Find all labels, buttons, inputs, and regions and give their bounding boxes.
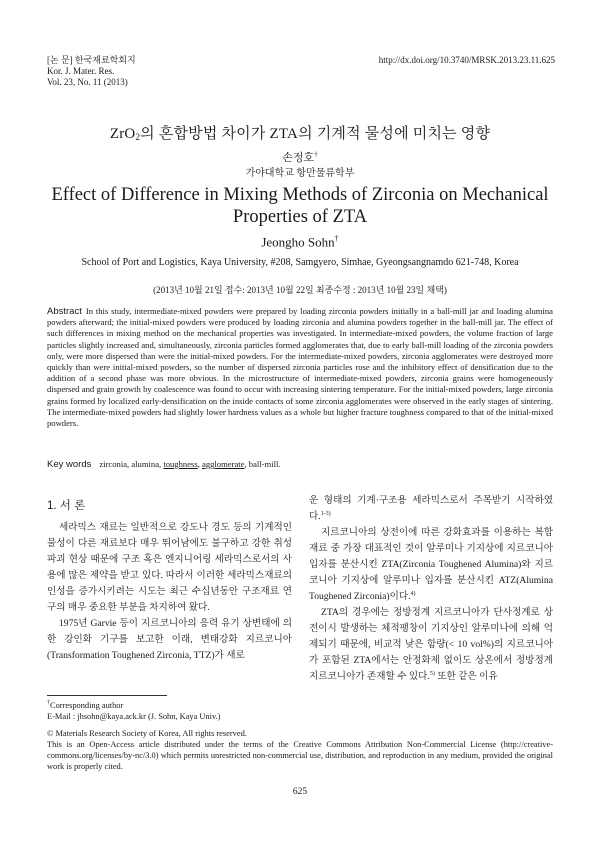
intro-paragraph-4-text: 지르코니아의 상전이에 따른 강화효과를 이용하는 복합재료 중 가장 대표적인 것이 알루미나 기지상에 지르코니아 입자를 분산시킨 ZTA(Zirconia Toughened Alumina)와 지르코니아 기지상에 알루미나 입자를 분산시킨 ATZ(Alumina Toughened Zirconia)이다. <box>309 527 553 602</box>
citation-ref: 1-3) <box>320 510 331 517</box>
korean-affiliation: 가야대학교 항만물류학부 <box>245 168 355 179</box>
english-author <box>0 234 600 250</box>
intro-paragraph-5-tail: 또한 같은 이유 <box>434 671 498 682</box>
korean-author <box>0 149 600 165</box>
keywords-label: Key words <box>47 459 92 470</box>
journal-name-korean: [논 문] 한국재료학회지 <box>47 55 136 65</box>
korean-author-mark: † <box>314 150 318 159</box>
intro-paragraph-5 <box>309 605 553 685</box>
section-heading-introduction: 1. 서 론 <box>47 500 86 512</box>
right-column <box>309 493 553 685</box>
intro-paragraph-2: 1975년 Garvie 등이 지르코니아의 응력 유기 상변태에 의한 강인화 기구를 보고한 이래, 변태강화 지르코니아(Transformation Toughened Zirconia, TTZ)가 새로 <box>47 618 292 661</box>
copyright-line: © Materials Research Society of Korea, All rights reserved. <box>47 729 247 738</box>
author-email: E-Mail : jhsohn@kaya.ack.kr (J. Sohn, Kaya Univ.) <box>47 712 221 721</box>
submission-dates: (2013년 10월 21일 접수: 2013년 10월 22일 최종수정 : 2013년 10월 23일 채택) <box>153 285 447 295</box>
intro-paragraph-3-text: 운 형태의 기계·구조용 세라믹스로서 주목받기 시작하였다. <box>309 495 553 522</box>
doi-link[interactable]: http://dx.doi.org/10.3740/MRSK.2013.23.11.625 <box>378 55 555 65</box>
footnote-divider <box>47 695 167 696</box>
keyword-list-1: zirconia, alumina, <box>99 459 162 469</box>
abstract-text: In this study, intermediate-mixed powders were prepared by loading zirconia powders initially in a ball-mill jar and loading alumina powders afterward; the initial-mixed powders were produced by loading zirconia and alumina powders together in the ball-mill jar. The effect of such differences in mixing method on the mechanical properties was investigated. In intermediate-mixed powders, the volume fraction of large particles slightly increased and, simultaneously, zirconia particles formed agglomerates that, due to early ball-mill loading of the zirconia powders only, were more dispersed than were the initial-mixed powders. For the intermediate-mixed powders, zirconia agglomerates were destroyed more quickly than were initial-mixed powders, so the number of dispersed zirconia particles rose and the inhibitory effect of densification due to the addition of a second phase was more obvious. In the microstructure of intermediate-mixed powders, zirconia grains were homogeneously dispersed and grain growth by coalescence was found to occur with increasing sintering temperature. For the initial-mixed powders, large zirconia grains formed by localized early-densification on the inside contacts of some zirconia agglomerates were observed in the early stages of sintering. The intermediate-mixed powders had slightly lower hardness values as a whole but higher fracture toughness compared to that of the initial-mixed powders. <box>47 306 553 429</box>
intro-paragraph-4 <box>309 525 553 605</box>
page-number: 625 <box>292 787 308 797</box>
english-title: Effect of Difference in Mixing Methods of Zirconia on Mechanical Properties of ZTA <box>51 185 549 227</box>
footnote <box>47 700 553 722</box>
keywords <box>47 459 553 470</box>
keyword-list-2: , ball-mill. <box>244 459 281 469</box>
journal-volume: Vol. 23, No. 11 (2013) <box>47 77 128 87</box>
korean-title-subscript: 2 <box>135 132 141 142</box>
corresponding-author <box>47 700 553 711</box>
abstract <box>47 306 553 429</box>
english-author-mark: † <box>334 234 339 243</box>
english-author-name: Jeongho Sohn <box>261 234 335 250</box>
keyword-separator: , <box>197 459 200 469</box>
korean-title <box>0 122 600 143</box>
korean-title-formula: ZrO <box>109 126 136 142</box>
citation-ref: 5) <box>429 670 435 677</box>
keyword-toughness: toughness <box>163 459 198 469</box>
intro-paragraph-3 <box>309 493 553 525</box>
journal-info <box>47 55 136 88</box>
intro-paragraph-5-text: ZTA의 경우에는 정방정계 지르코니아가 단사정계로 상전이시 발생하는 체적팽창이 기지상인 알루미나에 의해 억제되기 때문에, 비교적 낮은 함량(< 10 vol%)의 지르코니아가 포함된 ZTA에서는 안정화제 없이도 상온에서 정방정계 지르코니아가 존재할 수 있다. <box>309 607 553 682</box>
license-notice <box>47 728 553 772</box>
korean-title-text: 의 혼합방법 차이가 ZTA의 기계적 물성에 미치는 영향 <box>140 126 491 142</box>
intro-paragraph-1: 세라믹스 재료는 일반적으로 강도나 경도 등의 기계적인 물성이 다른 재료보다 매우 뛰어남에도 불구하고 강한 취성파괴 현상 때문에 구조 혹은 엔지니어링 세라믹스로서의 사용에 많은 제약을 받고 있다. 따라서 이러한 세라믹스재료의 인성을 증가시키려는 시도는 최근 수십년동안 구조재료 연구의 매우 중요한 부분을 차지하여 왔다. <box>47 522 292 613</box>
corresponding-label: Corresponding author <box>50 701 124 710</box>
left-column <box>47 520 292 664</box>
korean-author-name: 손정호 <box>282 152 315 164</box>
footnote-mark: † <box>47 700 50 707</box>
license-text: This is an Open-Access article distributed under the terms of the Creative Commons Attribution Non-Commercial License (http://creative-commons.org/licenses/by-nc/3.0) which permits unrestricted non-commercial use, distribution, and reproduction in any medium, provided the original work is properly cited. <box>47 740 553 771</box>
keyword-agglomerate: agglomerate <box>202 459 245 469</box>
journal-name-english: Kor. J. Mater. Res. <box>47 66 115 76</box>
abstract-label: Abstract <box>47 306 82 317</box>
citation-ref: 4) <box>410 590 416 597</box>
english-affiliation: School of Port and Logistics, Kaya University, #208, Samgyero, Simhae, Gyeongsangnamdo 621-748, Korea <box>81 257 519 268</box>
